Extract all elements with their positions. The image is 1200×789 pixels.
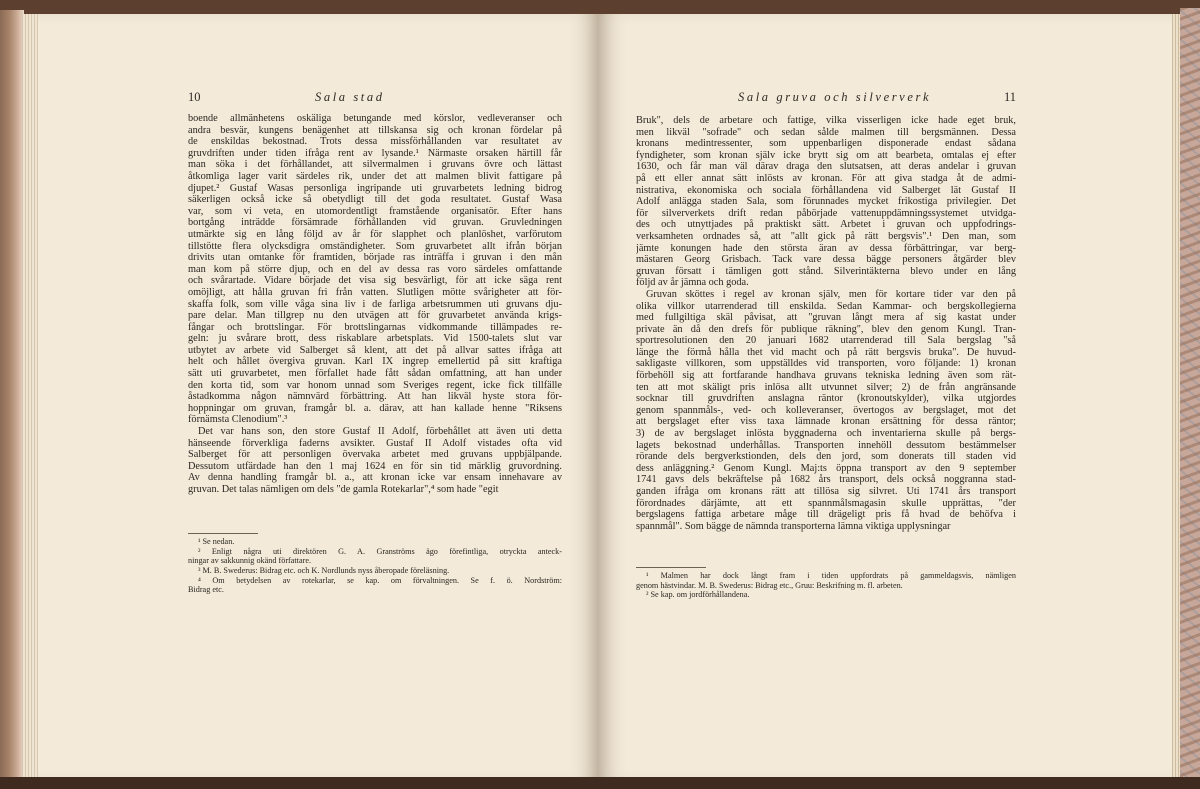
text-line: des och utnyttjades på praktiskt sätt. Arbetet i gruvan och uppfodrings- bbox=[636, 219, 1016, 231]
running-title: Sala gruva och silververk bbox=[738, 90, 932, 104]
text-line: 1741 gavs dels bekräftelse på 1682 års transport, dels också noggranna stad- bbox=[636, 474, 1016, 486]
text-line: tillstötte flera olycksdigra omständigheter. Som gruvarbetet allt ifrån början bbox=[188, 240, 562, 252]
text-line: följd av år jämna och goda. bbox=[636, 277, 749, 289]
text-line: förordnades därjämte, att ett spannmålsmagasin skulle upprättas, "der bbox=[636, 497, 1016, 509]
text-line: bergslagens fattiga arbetare måge till drägeligt pris få hvad de behöfva i bbox=[636, 509, 1016, 521]
text-line: rörande dels bergverkstionden, dels den jord, som donerats till staden vid bbox=[636, 451, 1016, 463]
text-line: helt och hållet övergiva gruvan. Karl IX ingrep emellertid på sitt kraftiga bbox=[188, 356, 562, 368]
text-line: hänseende förverkliga faderns avsikter. Gustaf II Adolf vistades ofta vid bbox=[188, 437, 562, 449]
right-footnotes bbox=[636, 571, 1016, 600]
book-cover-left bbox=[0, 10, 24, 785]
text-line: kronans medintressenter, som uppenbarligen disponerade endast sådana bbox=[636, 138, 1016, 150]
text-line: att bergslaget efter viss taxa lämnade kronan ersättning för dessa räntor; bbox=[636, 416, 1016, 428]
text-line: och svårartade. Vidare började det visa sig besvärligt, för att icke säga rent bbox=[188, 275, 562, 287]
footnote: Bidrag etc. bbox=[188, 585, 224, 595]
right-body-text bbox=[636, 115, 1016, 532]
text-line: utbytet av arbete vid Salberget så klent, att det på allvar sattes ifråga att bbox=[188, 344, 562, 356]
text-line: fångar och brottslingar. För brottslingarnas vidkommande tillämpades re- bbox=[188, 321, 562, 333]
footnote: genom hästvindar. M. B. Swederus: Bidrag etc., Gruu: Beskrifning m. fl. arbeten. bbox=[636, 580, 903, 590]
text-line: för silververkets drift redan påbörjade vattenuppdämningssystemet utvidga- bbox=[636, 207, 1016, 219]
text-line: med fullgiltiga skäl påvisat, att "gruvan långt mera af sig kastat under bbox=[636, 312, 1016, 324]
text-line: nistrativa, ekonomiska och sociala förhållandena vid Salberget lät Gustaf II bbox=[636, 184, 1016, 196]
text-line: förbehöll sig att fortfarande handhava gruvans tekniska ledning även som rät- bbox=[636, 370, 1016, 382]
text-line: Adolf anlägga staden Sala, som förunnades mycket frikostiga privilegier. Det bbox=[636, 196, 1016, 208]
text-line: åtkomliga lager varit särdeles rik, under det att malmen blivit fattigare på bbox=[188, 170, 562, 182]
text-line: Av denna handling framgår bl. a., att kronan icke var ensam innehavare av bbox=[188, 472, 562, 484]
text-line: sakligaste villkoren, som uppställdes vid transporten, voro följande: 1) kronan bbox=[636, 358, 1016, 370]
text-line: Det var hans son, den store Gustaf II Adolf, förbehållet att även uti detta bbox=[198, 426, 562, 438]
text-line: på ett eller annat sätt inlösts av kronan. För att giva stadga åt de admi- bbox=[636, 172, 1016, 184]
text-line: djupet.² Gustaf Wasas personliga ingripande uti gruvarbetets ledning bidrog bbox=[188, 182, 562, 194]
text-line: sätt uti gruvarbetet, men förfallet hade fått sådan omfattning, att han under bbox=[188, 368, 562, 380]
page-number: 11 bbox=[1003, 90, 1016, 104]
text-line: Salberget för att personligen övervaka arbetet med gruvans uppbjälpande. bbox=[188, 449, 562, 461]
text-line: omöjligt, att hålla gruvan fri från vatten. Slutligen mötte svårigheter att för- bbox=[188, 286, 562, 298]
text-line: gruvdriften under tiden ifråga rent av lysande.¹ Närmaste orsaken härtill får bbox=[188, 147, 562, 159]
text-line: boende allmänhetens oskäliga betungande med körslor, vedleveranser och bbox=[188, 113, 562, 124]
text-line: Bruk", dels de arbetare och fattige, vilka visserligen icke hade eget bruk, bbox=[636, 115, 1016, 126]
left-footnotes bbox=[188, 537, 562, 595]
text-line: var, som vi veta, en utomordentligt framstående organisatör. Efter hans bbox=[188, 205, 562, 217]
running-title: Sala stad bbox=[315, 90, 385, 104]
left-body-text bbox=[188, 113, 562, 496]
text-line: gruvan försatt i tämligen gott stånd. Silverintäkterna blevo under en lång bbox=[636, 265, 1016, 277]
text-line: 3) de av bergslaget inlösta byggnaderna och inventarierna skulle på bergs- bbox=[636, 428, 1016, 440]
text-line: den korta tid, som var honom unnad som Sveriges regent, icke fick tillfälle bbox=[188, 379, 562, 391]
footnote: ⁴ Om betydelsen av rotekarlar, se kap. om förvaltningen. Se f. ö. Nordström: bbox=[198, 575, 562, 585]
text-line: 1630, och får man väl därav draga den slutsatsen, att deras andelar i gruvan bbox=[636, 161, 1016, 173]
footnote: ¹ Se nedan. bbox=[198, 537, 235, 546]
footnote: ³ M. B. Swederus: Bidrag etc. och K. Nordlunds nyss åberopade föreläsning. bbox=[198, 566, 450, 576]
right-running-head bbox=[636, 90, 1016, 108]
text-line: private än då den drefs för publique räkning", blev den genom Kungl. Tran- bbox=[636, 323, 1016, 335]
text-line: länge the förmå hålla thet vid macht och på rätt bergsvis bruka". De huvud- bbox=[636, 346, 1016, 358]
page-number: 10 bbox=[188, 90, 201, 104]
text-line: man kom på större djup, och en del av dessa ras voro särdeles omfattande bbox=[188, 263, 562, 275]
text-line: Dessutom utfärdade han den 1 maj 1624 en för sin tid märklig gruvordning. bbox=[188, 460, 562, 472]
text-line: dess anläggning.² Genom Kungl. Maj:ts öppna transport av den 9 september bbox=[636, 462, 1016, 474]
text-line: genom spannmåls-, ved- och kolleveranser, övertogos av bergslaget, mot det bbox=[636, 404, 1016, 416]
text-line: fyndigheter, som kronan själv icke brytt sig om att bearbeta, omtalas ej efter bbox=[636, 149, 1016, 161]
text-line: man söka i det förhållandet, att silvermalmen i gruvans övre och lättast bbox=[188, 159, 562, 171]
text-line: lagets bekostnad underhållas. Transporten innehöll dessutom bestämmelser bbox=[636, 439, 1016, 451]
text-line: bortgång inträdde försämrade förhållanden vid gruvan. Gruvledningen bbox=[188, 217, 562, 229]
text-line: andra besvär, kungens benägenhet att tillskansa sig och kronan fördelar på bbox=[188, 124, 562, 136]
footnote: ² Enligt några uti direktören G. A. Granströms ägo förefintliga, otryckta anteck- bbox=[198, 546, 562, 556]
text-line: olika villkor utarrenderad till enskilda. Sedan Kammar- och bergskollegierna bbox=[636, 300, 1016, 312]
text-line: jämte konungen hade den största äran av dessa förbättringar, var berg- bbox=[636, 242, 1016, 254]
page-stack-right bbox=[1172, 14, 1180, 782]
text-line: spannmål". Som bägge de nämnda transporterna lämna viktiga upplysningar bbox=[636, 520, 951, 532]
text-line: utmärkte sig en lång följd av år för slapphet och planlöshet, varförutom bbox=[188, 228, 562, 240]
text-line: ten att mot skäligt pris inlösa allt utvunnet silver; 2) de från angränsande bbox=[636, 381, 1016, 393]
text-line: drivits utan omtanke för framtiden, började ras inträffa i gruvan i den mån bbox=[188, 252, 562, 264]
book-top-edge bbox=[0, 0, 1200, 14]
book-bottom-edge bbox=[0, 777, 1200, 789]
text-line: mästaren Georg Grisbach. Tack vare dessa bägge personers åtgärder blev bbox=[636, 254, 1016, 266]
text-line: ganden ifråga om kronans rätt att tillösa sig silvret. Uti 1741 års transport bbox=[636, 486, 1016, 497]
footnote: ¹ Malmen har dock långt fram i tiden uppfordrats på gammeldagsvis, nämligen bbox=[646, 571, 1016, 580]
text-line: pare delar. Man tillgrep nu den utvägen att för gruvarbetet använda krigs- bbox=[188, 310, 562, 322]
text-line: hoppningar om gruvan, framgår bl. a. därav, att han kallade henne "Riksens bbox=[188, 402, 562, 414]
text-line: de enskildas bekostnad. Trots dessa missförhållanden var resultatet av bbox=[188, 136, 562, 148]
text-line: förnämsta Clenodium".³ bbox=[188, 414, 288, 426]
footnote: ningar av sakkunnig okänd författare. bbox=[188, 556, 311, 566]
footnote-rule bbox=[188, 533, 258, 534]
left-running-head bbox=[188, 90, 562, 108]
footnote-rule bbox=[636, 567, 706, 568]
text-line: geln: ju svårare brott, dess riskablare arbetsplats. Vid 1500-talets slut var bbox=[188, 333, 562, 345]
text-line: sportresolutionen den 20 januari 1682 utarrenderad till Sala bergslag "så bbox=[636, 335, 1016, 347]
text-line: Gruvan sköttes i regel av kronan själv, men för kortare tider var den på bbox=[646, 288, 1016, 300]
footnote: ² Se kap. om jordförhållandena. bbox=[646, 590, 750, 600]
marbled-edge bbox=[1180, 8, 1200, 787]
text-line: säkerligen också icke så obetydligt till det goda resultatet. Gustaf Wasa bbox=[188, 194, 562, 206]
text-line: socknar till gruvdriften anslagna räntor (kronoutskylder), vilka utgjordes bbox=[636, 393, 1016, 405]
text-line: åstadkomma någon nämnvärd förbättring. Att han likväl hyste stora för- bbox=[188, 391, 562, 403]
text-line: gruvan. Det talas nämligen om dels "de gamla Rotekarlar",⁴ som hade "egit bbox=[188, 484, 499, 495]
text-line: men likväl "sofrade" och sedan sålde malmen till bergsmännen. Dessa bbox=[636, 126, 1016, 138]
text-line: verksamheten ordnades så, att "allt gick på rätt bergsvis".¹ Den man, som bbox=[636, 230, 1016, 242]
text-line: skaffa folk, som ville våga sina liv i de farliga arbetsrummen uti gruvans dju- bbox=[188, 298, 562, 310]
